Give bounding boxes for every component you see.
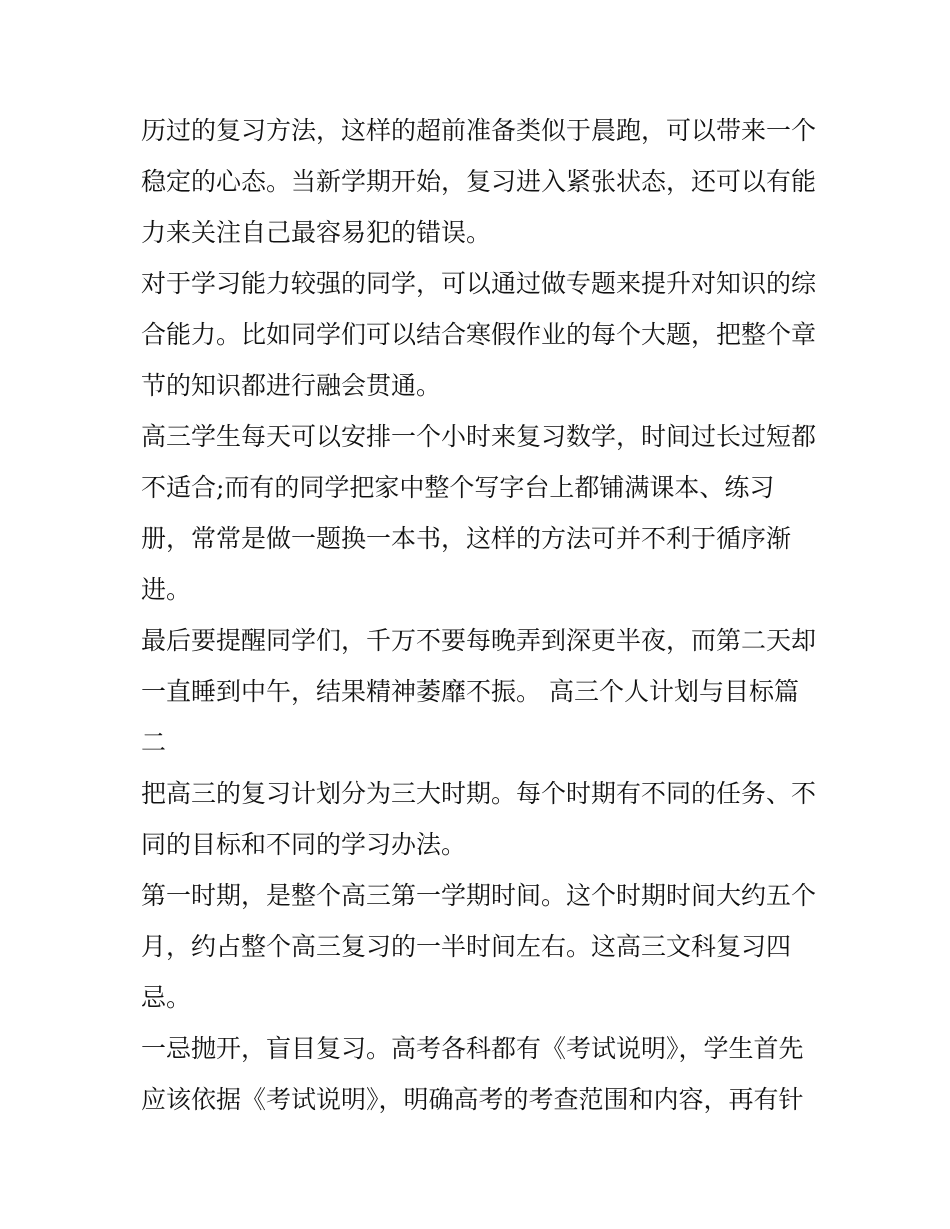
text-line: 月，约占整个高三复习的一半时间左右。这高三文科复习四 (141, 932, 792, 961)
text-line: 二 (141, 728, 167, 757)
text-line: 忌。 (141, 983, 192, 1012)
text-line: 应该依据《考试说明》，明确高考的考查范围和内容，再有针 (141, 1085, 804, 1114)
text-line: 力来关注自己最容易犯的错误。 (141, 218, 492, 247)
text-line: 把高三的复习计划分为三大时期。每个时期有不同的任务、不 (141, 779, 817, 808)
text-line: 进。 (141, 575, 192, 604)
text-line: 合能力。比如同学们可以结合寒假作业的每个大题，把整个章 (141, 320, 817, 349)
text-line: 不适合;而有的同学把家中整个写字台上都铺满课本、练习 (141, 473, 775, 502)
text-line: 节的知识都进行融会贯通。 (141, 371, 442, 400)
text-line: 册，常常是做一题换一本书，这样的方法可并不利于循序渐 (141, 524, 792, 553)
text-line: 第一时期，是整个高三第一学期时间。这个时期时间大约五个 (141, 881, 817, 910)
text-line: 对于学习能力较强的同学，可以通过做专题来提升对知识的综 (141, 269, 817, 298)
text-line: 同的目标和不同的学习办法。 (141, 830, 467, 859)
body-text (141, 105, 821, 1125)
text-line: 一忌抛开，盲目复习。高考各科都有《考试说明》，学生首先 (141, 1034, 804, 1063)
text-line: 最后要提醒同学们，千万不要每晚弄到深更半夜，而第二天却 (141, 626, 817, 655)
text-line: 一直睡到中午，结果精神萎靡不振。 高三个人计划与目标篇 (141, 677, 799, 706)
text-line: 历过的复习方法，这样的超前准备类似于晨跑，可以带来一个 (141, 116, 817, 145)
text-line: 高三学生每天可以安排一个小时来复习数学，时间过长过短都 (141, 422, 817, 451)
text-line: 稳定的心态。当新学期开始，复习进入紧张状态，还可以有能 (141, 167, 817, 196)
